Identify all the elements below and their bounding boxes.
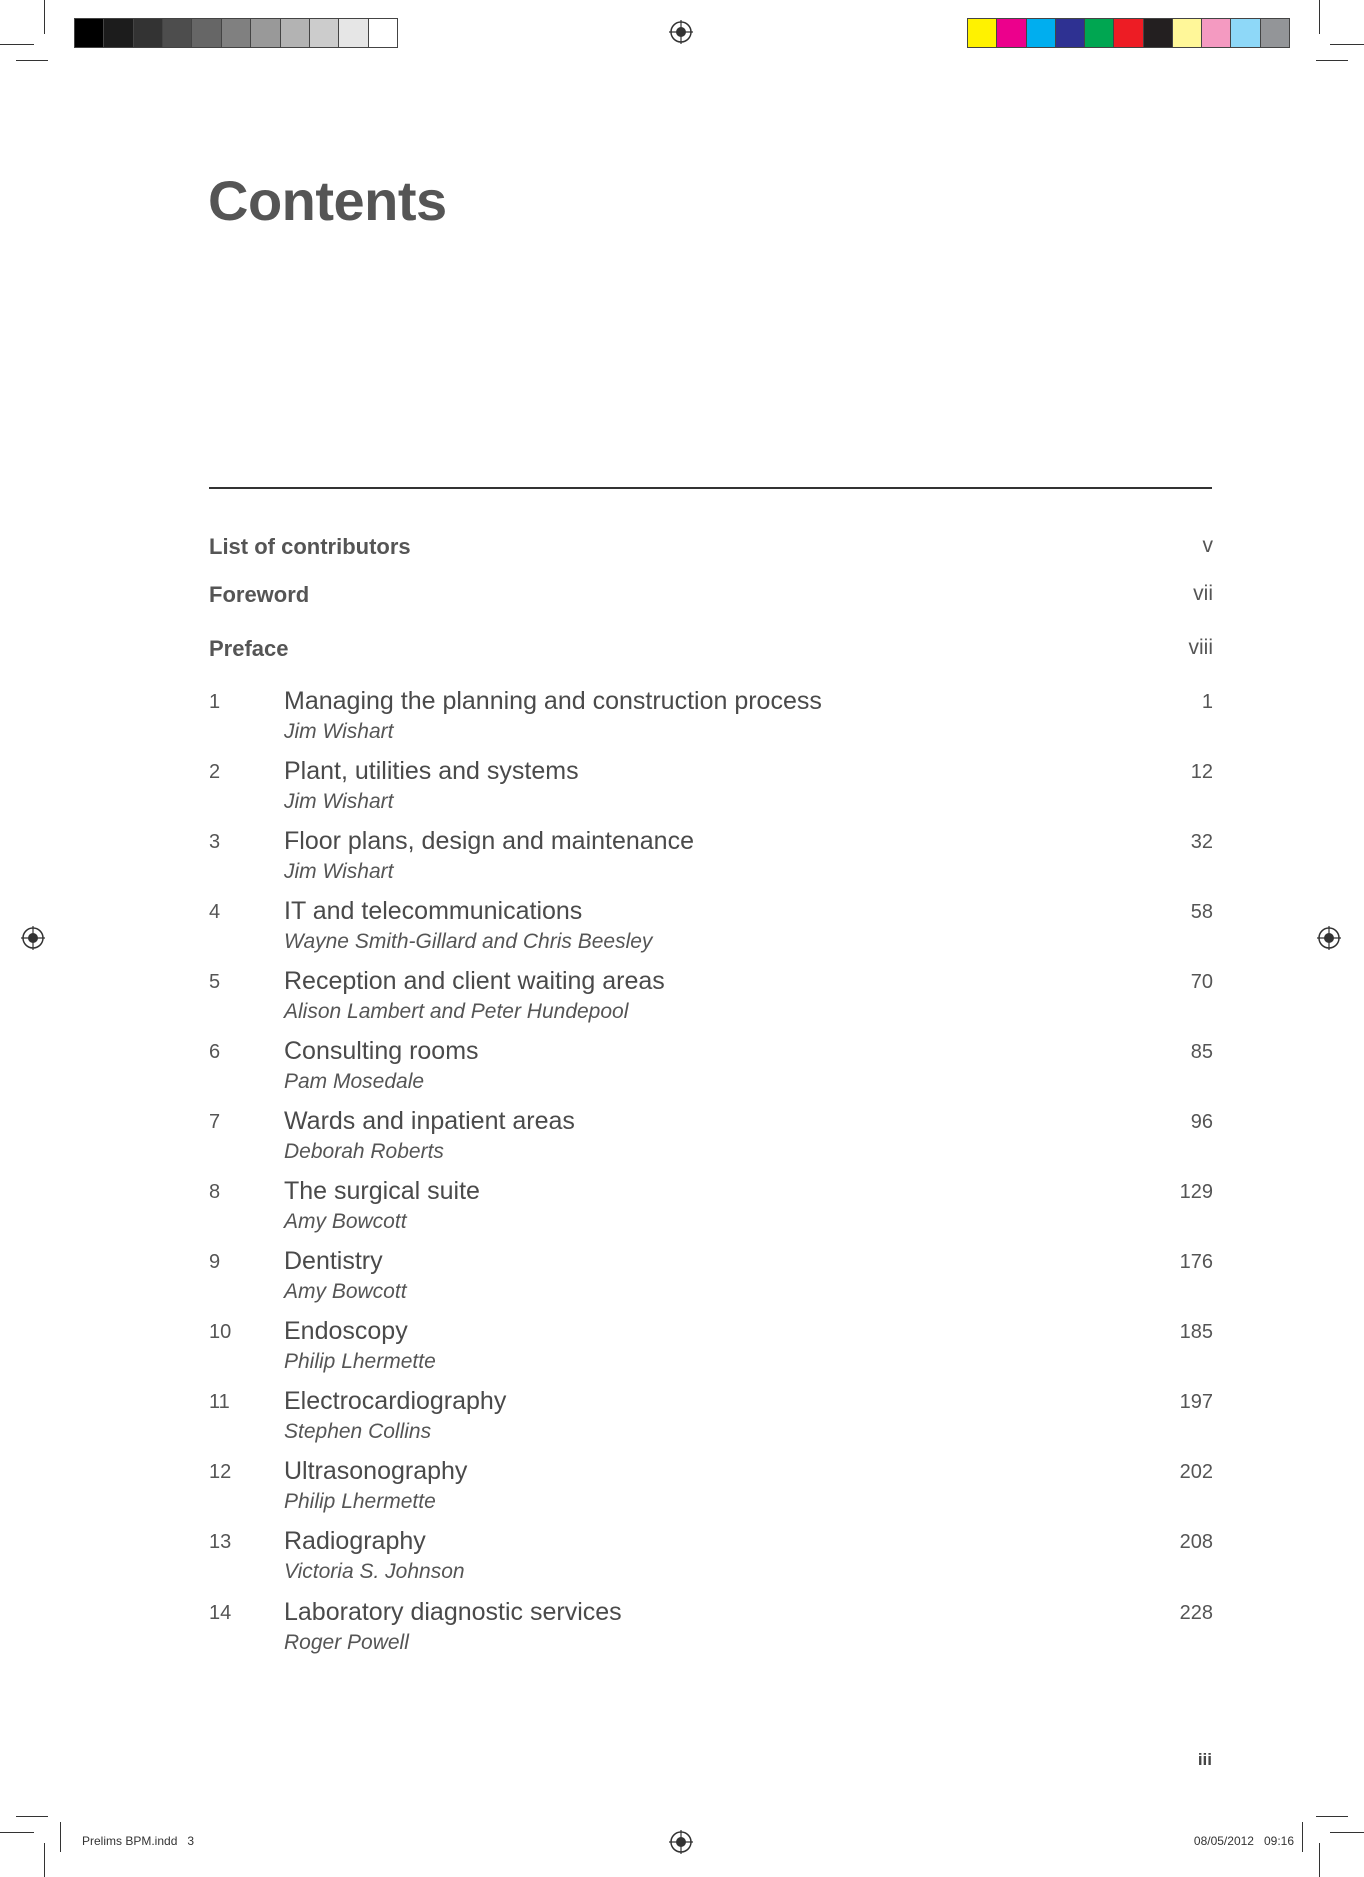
crop-mark [1319,1843,1320,1877]
crop-mark [44,1843,45,1877]
color-swatch [1202,19,1231,47]
toc-chapter-item[interactable] [209,1457,1213,1519]
toc-chapter-item[interactable] [209,1387,1213,1449]
chapter-number: 1 [209,691,221,713]
slug-timestamp: 08/05/2012 09:16 [1193,1834,1294,1848]
chapter-author: Jim Wishart [284,860,394,883]
crop-mark [1316,1816,1348,1817]
toc-page-number: 12 [1190,761,1213,783]
color-swatch [1056,19,1085,47]
color-swatch [997,19,1026,47]
chapter-author: Pam Mosedale [284,1070,425,1093]
slug-file-name: Prelims BPM.indd 3 [82,1834,195,1848]
toc-chapter-item[interactable] [209,1527,1213,1589]
toc-page-number: 1 [1201,691,1213,713]
toc-chapter-item[interactable] [209,967,1213,1029]
color-swatch [369,19,397,47]
crop-mark [60,1822,61,1852]
crop-mark [1302,1822,1303,1852]
toc-front-matter-item[interactable] [209,582,1213,612]
chapter-title: Managing the planning and construction process [284,687,822,715]
chapter-number: 12 [209,1461,232,1483]
chapter-author: Victoria S. Johnson [284,1560,465,1583]
toc-page-number: 228 [1179,1602,1213,1624]
chapter-author: Philip Lhermette [284,1350,436,1373]
toc-chapter-item[interactable] [209,687,1213,749]
chapter-number: 7 [209,1111,221,1133]
chapter-author: Roger Powell [284,1631,409,1654]
chapter-author: Amy Bowcott [284,1280,407,1303]
chapter-number: 4 [209,901,221,923]
color-swatch [134,19,163,47]
chapter-author: Wayne Smith-Gillard and Chris Beesley [284,930,653,953]
chapter-number: 5 [209,971,221,993]
process-color-bar [967,18,1290,48]
toc-page-number: 32 [1190,831,1213,853]
crop-mark [1319,0,1320,34]
color-swatch [281,19,310,47]
crop-mark [44,0,45,34]
chapter-author: Deborah Roberts [284,1140,444,1163]
color-swatch [1231,19,1260,47]
toc-page-number: 85 [1190,1041,1213,1063]
toc-page-number: 176 [1179,1251,1213,1273]
chapter-number: 6 [209,1041,221,1063]
toc-chapter-item[interactable] [209,757,1213,819]
chapter-title: Ultrasonography [284,1457,468,1485]
registration-mark-icon [1317,926,1341,950]
chapter-title: Electrocardiography [284,1387,507,1415]
title-divider [209,487,1212,489]
registration-mark-icon [669,20,693,44]
chapter-title: Laboratory diagnostic services [284,1598,622,1626]
color-swatch [1144,19,1173,47]
chapter-title: Reception and client waiting areas [284,967,665,995]
chapter-author: Jim Wishart [284,790,394,813]
page-folio: iii [1197,1750,1212,1769]
toc-page-number: vii [1193,582,1213,605]
color-swatch [251,19,280,47]
color-swatch [1261,19,1289,47]
toc-entry-label: Foreword [209,582,310,607]
chapter-title: Radiography [284,1527,426,1555]
chapter-number: 8 [209,1181,221,1203]
crop-mark [0,1832,34,1833]
chapter-title: Wards and inpatient areas [284,1107,575,1135]
toc-front-matter-item[interactable] [209,636,1213,666]
color-swatch [968,19,997,47]
toc-chapter-item[interactable] [209,827,1213,889]
grayscale-color-bar [74,18,398,48]
chapter-title: Consulting rooms [284,1037,479,1065]
color-swatch [192,19,221,47]
crop-mark [16,60,48,61]
toc-chapter-item[interactable] [209,1037,1213,1099]
chapter-title: Endoscopy [284,1317,408,1345]
color-swatch [1173,19,1202,47]
toc-entry-label: List of contributors [209,534,411,559]
toc-chapter-item[interactable] [209,1598,1213,1660]
crop-mark [1330,44,1364,45]
toc-page-number: 96 [1190,1111,1213,1133]
registration-mark-icon [21,926,45,950]
toc-page-number: 70 [1190,971,1213,993]
crop-mark [0,44,34,45]
toc-chapter-item[interactable] [209,1317,1213,1379]
toc-chapter-item[interactable] [209,1247,1213,1309]
color-swatch [104,19,133,47]
toc-page-number: 58 [1190,901,1213,923]
color-swatch [339,19,368,47]
chapter-author: Philip Lhermette [284,1490,436,1513]
color-swatch [163,19,192,47]
color-swatch [222,19,251,47]
crop-mark [16,1816,48,1817]
toc-page-number: 129 [1179,1181,1213,1203]
toc-chapter-item[interactable] [209,1177,1213,1239]
chapter-number: 11 [209,1391,230,1413]
toc-chapter-item[interactable] [209,897,1213,959]
toc-page-number: 202 [1179,1461,1213,1483]
toc-chapter-item[interactable] [209,1107,1213,1169]
chapter-title: The surgical suite [284,1177,480,1205]
color-swatch [1085,19,1114,47]
toc-entry-label: Preface [209,636,289,661]
color-swatch [75,19,104,47]
color-swatch [1114,19,1143,47]
crop-mark [1316,60,1348,61]
chapter-author: Alison Lambert and Peter Hundepool [284,1000,629,1023]
chapter-number: 3 [209,831,221,853]
crop-mark [1330,1832,1364,1833]
color-swatch [310,19,339,47]
chapter-author: Stephen Collins [284,1420,432,1443]
toc-front-matter-item[interactable] [209,534,1213,564]
chapter-author: Amy Bowcott [284,1210,407,1233]
toc-page-number: 185 [1179,1321,1213,1343]
chapter-author: Jim Wishart [284,720,394,743]
page-title: Contents [208,169,447,232]
chapter-number: 10 [209,1321,232,1343]
toc-page-number: v [1202,534,1213,557]
chapter-title: Dentistry [284,1247,383,1275]
chapter-number: 14 [209,1602,232,1624]
toc-page-number: 208 [1179,1531,1213,1553]
color-swatch [1027,19,1056,47]
chapter-title: Plant, utilities and systems [284,757,579,785]
chapter-number: 2 [209,761,221,783]
chapter-number: 9 [209,1251,221,1273]
chapter-title: Floor plans, design and maintenance [284,827,694,855]
toc-page-number: viii [1188,636,1213,659]
chapter-number: 13 [209,1531,232,1553]
toc-page-number: 197 [1179,1391,1213,1413]
registration-mark-icon [669,1830,693,1854]
chapter-title: IT and telecommunications [284,897,583,925]
